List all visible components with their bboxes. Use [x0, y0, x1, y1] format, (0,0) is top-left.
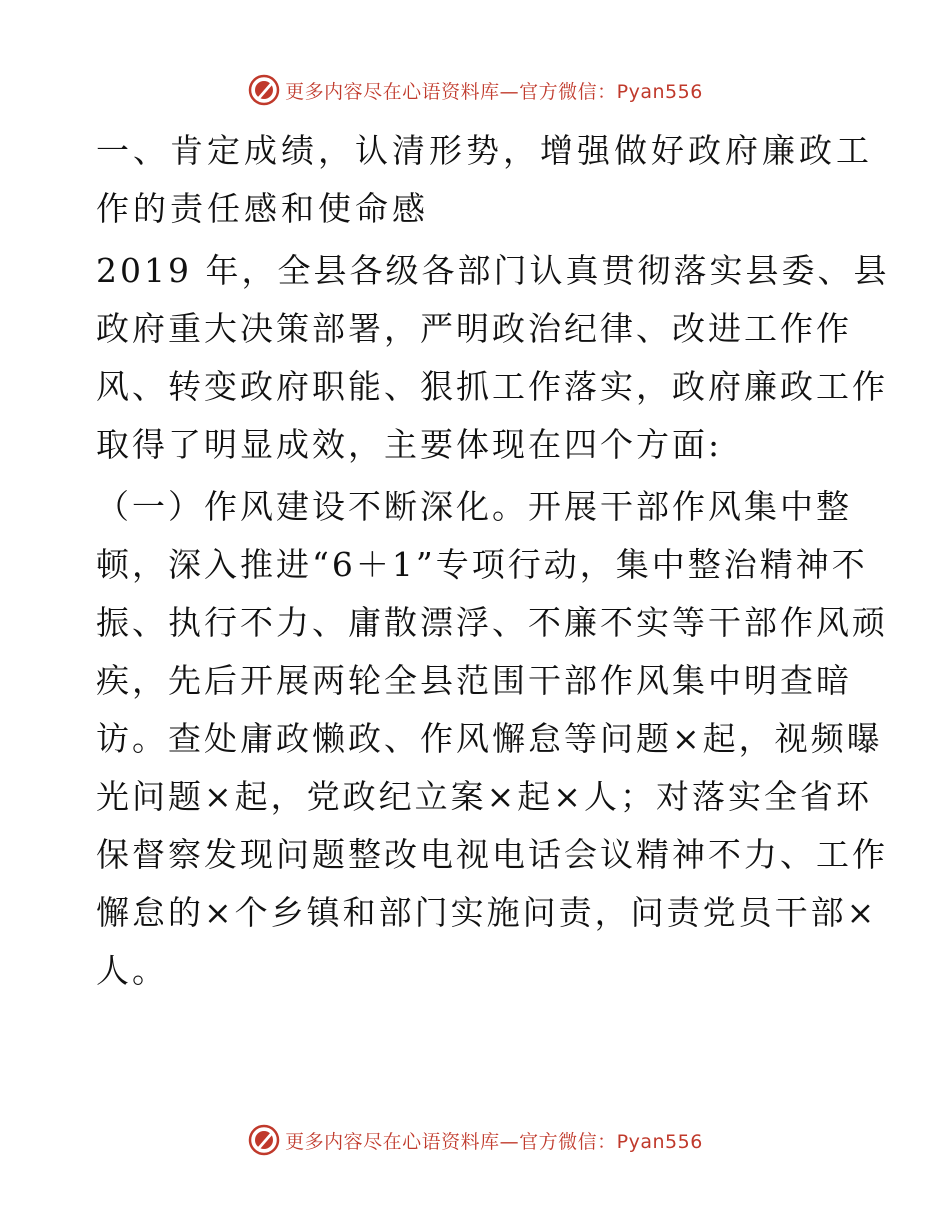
footer-watermark: [0, 1120, 950, 1160]
pen-seal-icon: [247, 73, 281, 107]
paragraph-line: 光问题×起，党政纪立案×起×人；对落实全省环: [96, 777, 872, 816]
paragraph-intro: [96, 242, 890, 474]
paragraph-line: 人。: [96, 951, 168, 990]
section-heading: [96, 122, 873, 238]
paragraph-line: 取得了明显成效，主要体现在四个方面:: [96, 425, 723, 464]
pen-seal-icon: [247, 1123, 281, 1157]
heading-line: 作的责任感和使命感: [96, 189, 429, 228]
paragraph-style-building: [96, 478, 888, 1000]
watermark-text: 更多内容尽在心语资料库—官方微信：Pyan556: [285, 1130, 703, 1153]
paragraph-line: 2019 年，全县各级各部门认真贯彻落实县委、县: [96, 251, 890, 290]
document-body: [96, 122, 890, 1004]
watermark-text: 更多内容尽在心语资料库—官方微信：Pyan556: [285, 80, 703, 103]
paragraph-line: 风、转变政府职能、狠抓工作落实，政府廉政工作: [96, 367, 888, 406]
paragraph-line: （一）作风建设不断深化。开展干部作风集中整: [96, 487, 852, 526]
paragraph-line: 政府重大决策部署，严明政治纪律、改进工作作: [96, 309, 852, 348]
paragraph-line: 保督察发现问题整改电视电话会议精神不力、工作: [96, 835, 888, 874]
header-watermark: [0, 70, 950, 110]
paragraph-line: 振、执行不力、庸散漂浮、不廉不实等干部作风顽: [96, 603, 888, 642]
paragraph-line: 懈怠的×个乡镇和部门实施问责，问责党员干部×: [96, 893, 878, 932]
heading-line: 一、肯定成绩，认清形势，增强做好政府廉政工: [96, 131, 873, 170]
paragraph-line: 疾，先后开展两轮全县范围干部作风集中明查暗: [96, 661, 852, 700]
paragraph-line: 访。查处庸政懒政、作风懈怠等问题×起，视频曝: [96, 719, 883, 758]
paragraph-line: 顿，深入推进“6＋1”专项行动，集中整治精神不: [96, 545, 868, 584]
